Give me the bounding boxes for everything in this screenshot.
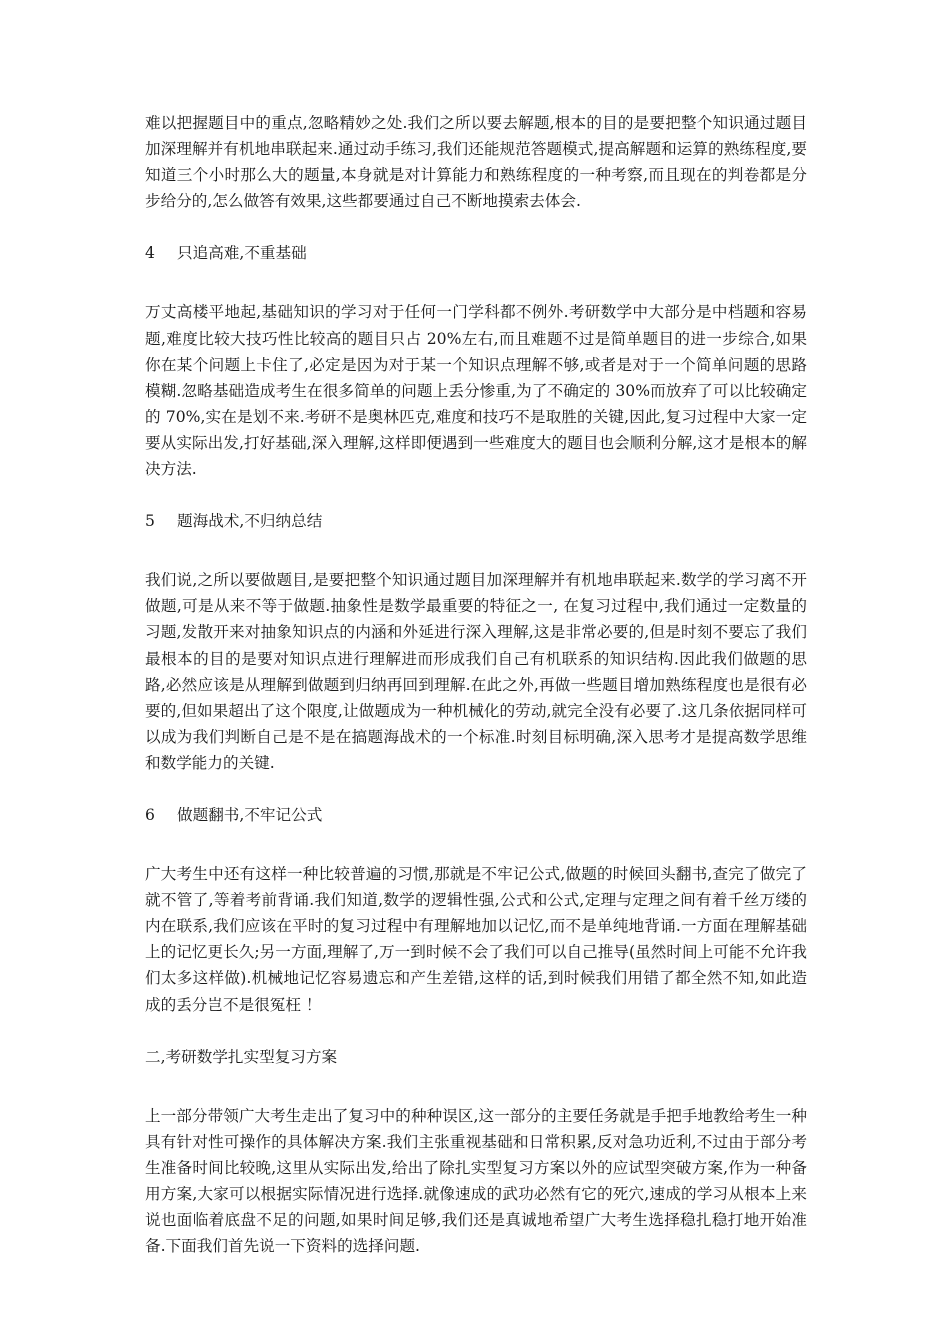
section-heading-2: 二,考研数学扎实型复习方案 [145,1047,338,1066]
heading-text: 做题翻书,不牢记公式 [177,805,323,824]
heading-number: 6 [145,805,155,824]
paragraph-basics: 万丈高楼平地起,基础知识的学习对于任何一门学科都不例外.考研数学中大部分是中档题和容易题,难度比较大技巧性比较高的题目只占 20%左右,而且难题不过是简单题目的进一步综合,如果你在某个问题上卡住了,必定是因为对于某一个知识点理解不够,或者是对于一个简单问题的思路模糊.忽略基础造成考生在很多简单的问题上丢分惨重,为了不确定的 30%而放弃了可以比较确定的 70%,实在是划不来.考研不是奥林匹克,难度和技巧不是取胜的关键,因此,复习过程中大家一定要从实际出发,打好基础,深入理解,这样即便遇到一些难度大的题目也会顺利分解,这才是根本的解决方法. [145,303,807,479]
paragraph-review-plan: 上一部分带领广大考生走出了复习中的种种误区,这一部分的主要任务就是手把手地教给考生一种具有针对性可操作的具体解决方案.我们主张重视基础和日常积累,反对急功近利,不过由于部分考生准备时间比较晚,这里从实际出发,给出了除扎实型复习方案以外的应试型突破方案,作为一种备用方案,大家可以根据实际情况进行选择.就像速成的武功必然有它的死穴,速成的学习从根本上来说也面临着底盘不足的问题,如果时间足够,我们还是真诚地希望广大考生选择稳扎稳打地开始准备.下面我们首先说一下资料的选择问题. [145,1106,807,1256]
paragraph-solving-purpose: 难以把握题目中的重点,忽略精妙之处.我们之所以要去解题,根本的目的是要把整个知识通过题目加深理解并有机地串联起来.通过动手练习,我们还能规范答题模式,提高解题和运算的熟练程度,要知道三个小时那么大的题量,本身就是对计算能力和熟练程度的一种考察,而且现在的判卷都是分步给分的,怎么做答有效果,这些都要通过自己不断地摸索去体会. [145,114,807,211]
heading-text: 只追高难,不重基础 [177,244,307,263]
heading-number: 5 [145,512,155,531]
heading-item-6 [145,802,807,828]
heading-item-5 [145,508,807,534]
heading-number: 4 [145,244,155,263]
document-page [145,110,807,1259]
heading-item-4 [145,240,807,266]
heading-text: 题海战术,不归纳总结 [177,512,323,531]
paragraph-formulas: 广大考生中还有这样一种比较普遍的习惯,那就是不牢记公式,做题的时候回头翻书,查完了做完了就不管了,等着考前背诵.我们知道,数学的逻辑性强,公式和公式,定理与定理之间有着千丝万缕的内在联系,我们应该在平时的复习过程中有理解地加以记忆,而不是单纯地背诵.一方面在理解基础上的记忆更长久;另一方面,理解了,万一到时候不会了我们可以自己推导(虽然时间上可能不允许我们太多这样做).机械地记忆容易遗忘和产生差错,这样的话,到时候我们用错了都全然不知,如此造成的丢分岂不是很冤枉 ！ [145,865,807,1014]
paragraph-problem-sea: 我们说,之所以要做题目,是要把整个知识通过题目加深理解并有机地串联起来.数学的学习离不开做题,可是从来不等于做题.抽象性是数学最重要的特征之一, 在复习过程中,我们通过一定数量的习题,发散开来对抽象知识点的内涵和外延进行深入理解,这是非常必要的,但是时刻不要忘了我们最根本的目的是要对知识点进行理解进而形成我们自己有机联系的知识结构.因此我们做题的思路,必然应该是从理解到做题到归纳再回到理解.在此之外,再做一些题目增加熟练程度也是很有必要的,但如果超出了这个限度,让做题成为一种机械化的劳动,就完全没有必要了.这几条依据同样可以成为我们判断自己是不是在搞题海战术的一个标准.时刻目标明确,深入思考才是提高数学思维和数学能力的关键. [145,571,807,772]
